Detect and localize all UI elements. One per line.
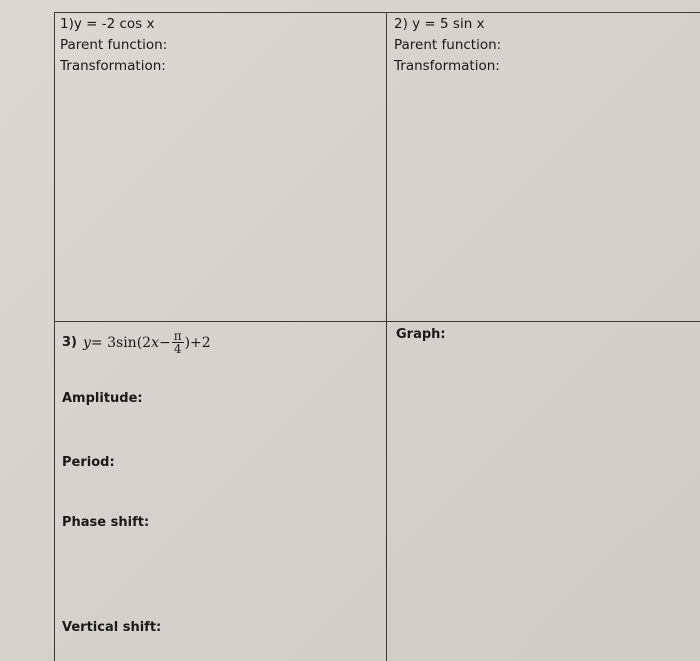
- equation-tail: )+2: [184, 334, 211, 351]
- fraction-numerator: π: [173, 329, 182, 343]
- problem-2-transformation-label: Transformation:: [394, 58, 500, 74]
- graph-label: Graph:: [396, 327, 446, 342]
- period-label: Period:: [62, 455, 115, 470]
- left-border-line: [54, 12, 55, 661]
- equation-lhs-variable: y: [83, 334, 91, 351]
- fraction-denominator: 4: [173, 342, 182, 356]
- phase-shift-label: Phase shift:: [62, 515, 150, 530]
- problem-2-title: 2) y = 5 sin x: [394, 16, 485, 32]
- pi-over-four-fraction: [172, 330, 184, 355]
- equation-minus: −: [158, 334, 171, 351]
- problem-1-title: 1)y = -2 cos x: [60, 16, 155, 32]
- top-border-line: [54, 12, 700, 13]
- problem-3-equation: [62, 330, 211, 355]
- problem-1-transformation-label: Transformation:: [60, 58, 166, 74]
- amplitude-label: Amplitude:: [62, 391, 143, 406]
- problem-1-parent-function-label: Parent function:: [60, 37, 168, 53]
- middle-horizontal-line: [54, 321, 700, 322]
- center-vertical-line: [386, 12, 387, 661]
- problem-3-number: 3): [62, 335, 77, 350]
- vertical-shift-label: Vertical shift:: [62, 620, 162, 635]
- equation-middle: = 3sin(2: [90, 334, 152, 351]
- equation-x-variable: x: [151, 334, 159, 351]
- problem-2-parent-function-label: Parent function:: [394, 37, 502, 53]
